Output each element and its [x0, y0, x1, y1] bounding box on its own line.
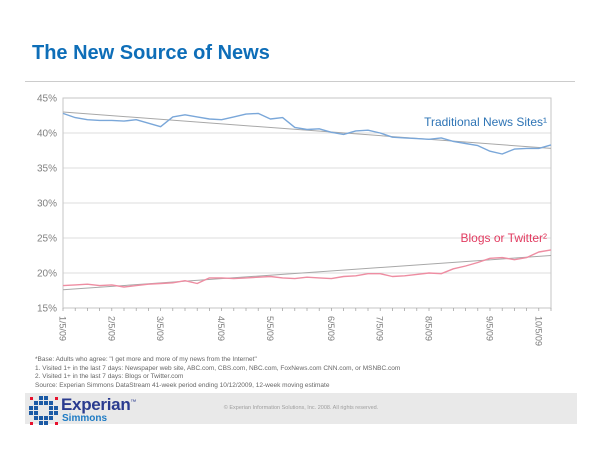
brand-wordmark: Experian™ [61, 395, 137, 414]
y-axis-label: 45% [36, 93, 57, 105]
x-axis-label: 7/5/09 [374, 316, 385, 342]
logo-dot [44, 416, 48, 420]
footnote-base: *Base: Adults who agree: "I get more and more of my news from the Internet" [35, 356, 257, 363]
footnote-source: Source: Experian Simmons DataStream 41-week period ending 10/12/2009, 12-week moving estimate [35, 381, 330, 389]
copyright-text: © Experian Information Solutions, Inc. 2008. All rights reserved. [223, 405, 379, 411]
sub-brand-wordmark: Simmons [62, 413, 108, 424]
logo-dot [54, 411, 58, 415]
x-axis-label: 9/5/09 [484, 316, 495, 342]
logo-dot [39, 416, 43, 420]
logo-dot [34, 416, 38, 420]
series-label-0: Traditional News Sites¹ [424, 115, 547, 129]
logo-dot [54, 416, 58, 420]
logo-dot [34, 411, 38, 415]
y-axis-label: 35% [36, 163, 57, 175]
chart-svg [0, 88, 600, 358]
logo-dot [39, 421, 43, 425]
x-axis-label: 10/5/09 [533, 316, 544, 347]
x-axis-label: 4/5/09 [216, 316, 227, 342]
x-axis-label: 5/5/09 [264, 316, 275, 342]
y-axis-label: 30% [36, 198, 57, 210]
logo-dot [49, 421, 53, 425]
footnote-1: 1. Visited 1+ in the last 7 days: Newspaper web site, ABC.com, CBS.com, NBC.com, FoxNews.com CNN.com, or MSNBC.com [35, 364, 401, 372]
y-axis-label: 15% [36, 303, 57, 315]
logo-dot-red [30, 422, 33, 425]
page-title: The New Source of News [32, 42, 270, 64]
y-axis-label: 20% [36, 268, 57, 280]
series-line-1 [63, 250, 551, 287]
logo-dot [44, 396, 48, 400]
x-axis-label: 1/5/09 [57, 316, 68, 342]
logo-dot [49, 411, 53, 415]
logo-dot-red [55, 397, 58, 400]
trademark-symbol: ™ [130, 399, 137, 406]
logo-dot-red [55, 422, 58, 425]
series-label-1: Blogs or Twitter² [460, 231, 547, 246]
footer [25, 393, 577, 424]
logo-dot [49, 396, 53, 400]
chart-area [0, 88, 600, 358]
logo-dot [39, 396, 43, 400]
logo-dot [34, 421, 38, 425]
title-divider [25, 81, 575, 82]
logo-dot [29, 416, 33, 420]
x-axis-label: 6/5/09 [325, 316, 336, 342]
logo-dot-red [30, 397, 33, 400]
logo-dot [44, 421, 48, 425]
footnotes [35, 356, 575, 390]
logo-dot [49, 416, 53, 420]
logo-dot [29, 411, 33, 415]
y-axis-label: 25% [36, 233, 57, 245]
x-axis-label: 8/5/09 [423, 316, 434, 342]
footnote-2: 2. Visited 1+ in the last 7 days: Blogs or Twitter.com [35, 373, 184, 381]
y-axis-label: 40% [36, 128, 57, 140]
x-axis-label: 2/5/09 [106, 316, 117, 342]
logo-dot [34, 396, 38, 400]
logo-dot [39, 411, 43, 415]
x-axis-label: 3/5/09 [155, 316, 166, 342]
logo-dot [44, 411, 48, 415]
